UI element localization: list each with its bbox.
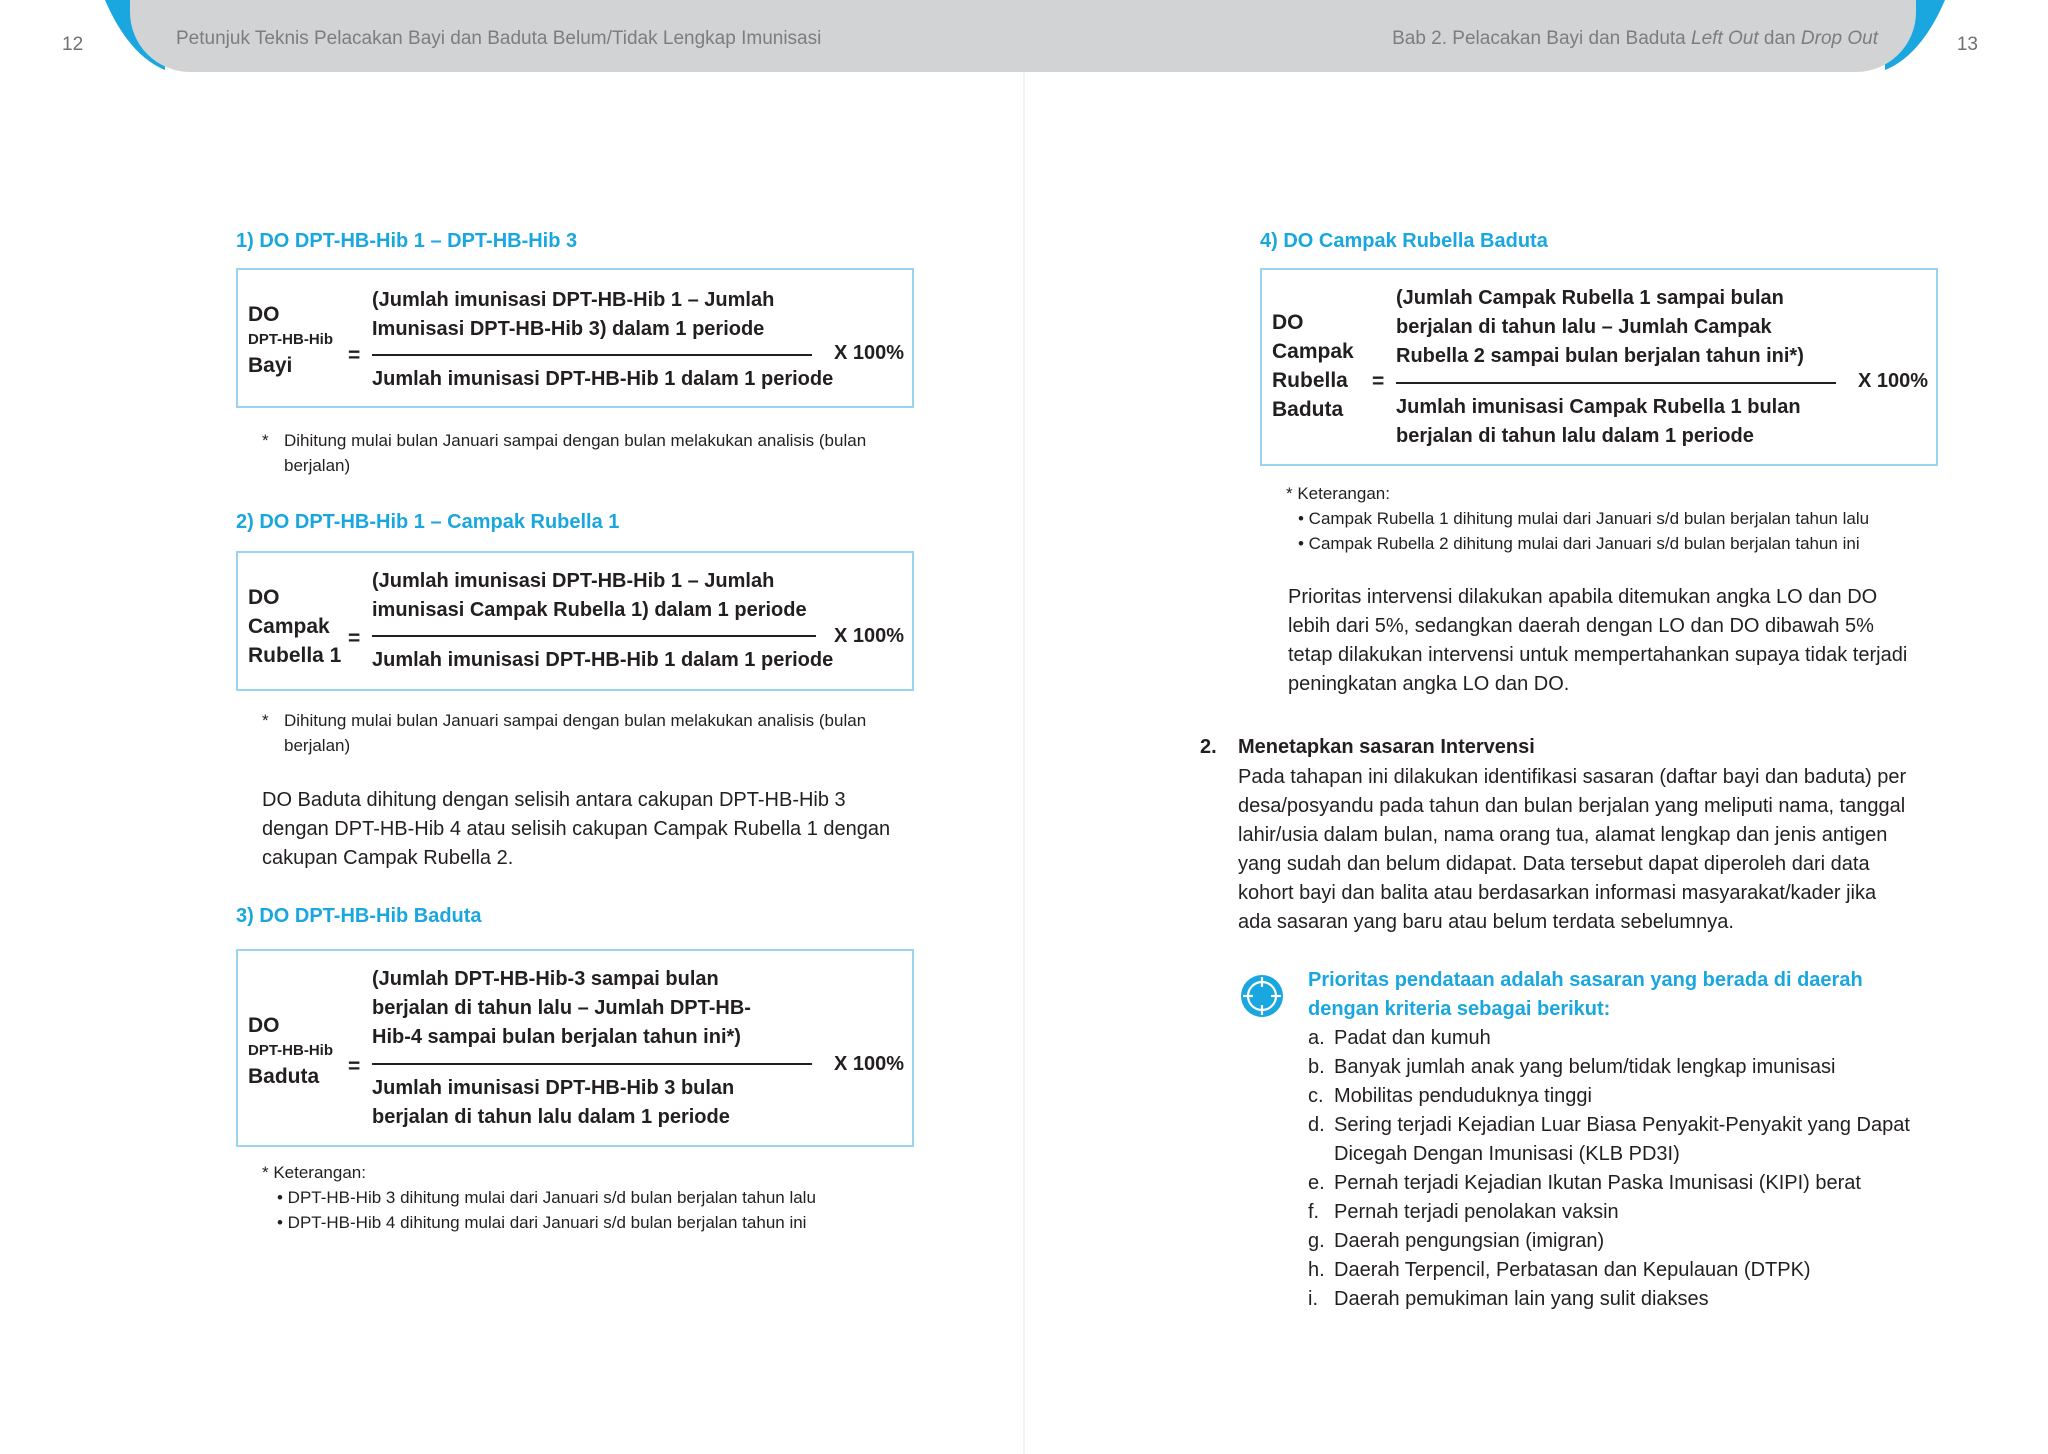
criteria-marker: f. xyxy=(1308,1201,1320,1223)
formula-denominator: Jumlah imunisasi DPT-HB-Hib 1 dalam 1 periode xyxy=(372,649,834,671)
formula-box-do-3 xyxy=(236,949,914,1147)
section-title-do-1: 1) DO DPT-HB-Hib 1 – DPT-HB-Hib 3 xyxy=(236,230,578,252)
book-spine xyxy=(1023,0,1025,1454)
criteria-marker: g. xyxy=(1308,1230,1325,1252)
criteria-text: Pernah terjadi penolakan vaksin xyxy=(1334,1201,1619,1223)
criteria-text: Banyak jumlah anak yang belum/tidak lengkap imunisasi xyxy=(1334,1056,1836,1078)
equals-sign: = xyxy=(1372,370,1385,393)
paragraph-prioritas-intervensi: Prioritas intervensi dilakukan apabila ditemukan angka LO dan DO lebih dari 5%, sedangkan daerah dengan LO dan DO dibawah 5% tetap dilakukan intervensi untuk mempertahankan supaya tidak terjadi peningkatan angka LO dan DO. xyxy=(1288,586,1908,695)
footnote-do-2: * Dihitung mulai bulan Januari sampai dengan bulan melakukan analisis (bulan berjalan) xyxy=(262,711,867,755)
criteria-text: Dicegah Dengan Imunisasi (KLB PD3I) xyxy=(1334,1143,1680,1165)
formula-numerator: (Jumlah DPT-HB-Hib-3 sampai bulan berjalan di tahun lalu – Jumlah DPT-HB- Hib-4 sampai bulan berjalan tahun ini*) xyxy=(372,968,751,1048)
fraction-line xyxy=(372,635,816,637)
criteria-text: Daerah Terpencil, Perbatasan dan Kepulauan (DTPK) xyxy=(1334,1259,1811,1281)
priority-criteria-title: Prioritas pendataan adalah sasaran yang berada di daerah dengan kriteria sebagai berikut: xyxy=(1308,969,1863,1020)
percent-multiplier: X 100% xyxy=(1858,370,1929,392)
criteria-marker: c. xyxy=(1308,1085,1324,1107)
criteria-marker: a. xyxy=(1308,1027,1325,1049)
keterangan-do-4: * Keterangan: • Campak Rubella 1 dihitung mulai dari Januari s/d bulan berjalan tahun lalu • Campak Rubella 2 dihitung mulai dari Januari s/d bulan berjalan tahun ini xyxy=(1286,484,1870,553)
footnote-do-1: * Dihitung mulai bulan Januari sampai dengan bulan melakukan analisis (bulan berjalan) xyxy=(262,431,867,475)
formula-label: DO Campak Rubella Baduta xyxy=(1272,311,1354,421)
paragraph-do-baduta: DO Baduta dihitung dengan selisih antara cakupan DPT-HB-Hib 3 dengan DPT-HB-Hib 4 atau selisih cakupan Campak Rubella 1 dengan cakupan Campak Rubella 2. xyxy=(262,789,891,869)
page-number-left: 12 xyxy=(62,34,84,55)
section-title-do-4: 4) DO Campak Rubella Baduta xyxy=(1260,230,1548,252)
formula-denominator: Jumlah imunisasi Campak Rubella 1 bulan berjalan di tahun lalu dalam 1 periode xyxy=(1396,396,1801,447)
formula-numerator: (Jumlah Campak Rubella 1 sampai bulan berjalan di tahun lalu – Jumlah Campak Rubella 2 sampai bulan berjalan tahun ini*) xyxy=(1396,287,1804,367)
formula-label: DO DPT-HB-Hib Baduta xyxy=(248,1014,333,1088)
formula-denominator: Jumlah imunisasi DPT-HB-Hib 1 dalam 1 periode xyxy=(372,368,834,390)
criteria-item xyxy=(1308,1169,1938,1198)
fraction-line xyxy=(372,354,812,356)
criteria-item xyxy=(1308,1082,1938,1111)
criteria-text: Daerah pemukiman lain yang sulit diakses xyxy=(1334,1288,1709,1310)
page-number-right: 13 xyxy=(1956,34,1978,55)
criteria-item xyxy=(1308,1256,1938,1285)
formula-numerator: (Jumlah imunisasi DPT-HB-Hib 1 – Jumlah imunisasi Campak Rubella 1) dalam 1 periode xyxy=(372,570,807,621)
equals-sign: = xyxy=(348,627,361,650)
percent-multiplier: X 100% xyxy=(834,1053,905,1075)
formula-label: DO Campak Rubella 1 xyxy=(248,586,342,667)
criteria-marker: d. xyxy=(1308,1114,1325,1136)
percent-multiplier: X 100% xyxy=(834,342,905,364)
fraction-line xyxy=(372,1063,812,1065)
section-number-2: 2. xyxy=(1200,736,1217,758)
criteria-marker: i. xyxy=(1308,1288,1318,1310)
formula-box-do-4 xyxy=(1260,268,1938,466)
formula-numerator: (Jumlah imunisasi DPT-HB-Hib 1 – Jumlah Imunisasi DPT-HB-Hib 3) dalam 1 periode xyxy=(372,289,775,340)
section-title-do-2: 2) DO DPT-HB-Hib 1 – Campak Rubella 1 xyxy=(236,511,620,533)
section-heading-menetapkan: Menetapkan sasaran Intervensi xyxy=(1238,736,1535,758)
priority-criteria-list xyxy=(1308,1024,1938,1314)
formula-label: DO DPT-HB-Hib Bayi xyxy=(248,303,333,377)
criteria-text: Mobilitas penduduknya tinggi xyxy=(1334,1085,1592,1107)
section-title-do-3: 3) DO DPT-HB-Hib Baduta xyxy=(236,905,482,927)
criteria-item xyxy=(1308,1024,1938,1053)
criteria-item xyxy=(1308,1285,1938,1314)
criteria-item xyxy=(1308,1111,1938,1140)
criteria-item xyxy=(1308,1227,1938,1256)
running-header-left: Petunjuk Teknis Pelacakan Bayi dan Baduta Belum/Tidak Lengkap Imunisasi xyxy=(176,28,822,49)
paragraph-identifikasi-sasaran: Pada tahapan ini dilakukan identifikasi sasaran (daftar bayi dan baduta) per desa/posyandu pada tahun dan bulan berjalan yang meliputi nama, tanggal lahir/usia dalam bulan, nama orang tua, alamat lengkap dan jenis antigen yang sudah dan belum didapat. Data tersebut dapat diperoleh dari data kohort bayi dan balita atau berdasarkan informasi masyarakat/kader jika ada sasaran yang baru atau belum terdata sebelumnya. xyxy=(1238,766,1907,933)
running-header-right: Bab 2. Pelacakan Bayi dan Baduta Left Out dan Drop Out xyxy=(1392,28,1878,49)
target-icon xyxy=(1240,974,1284,1018)
criteria-marker: b. xyxy=(1308,1056,1325,1078)
formula-denominator: Jumlah imunisasi DPT-HB-Hib 3 bulan berjalan di tahun lalu dalam 1 periode xyxy=(372,1077,735,1128)
criteria-text: Daerah pengungsian (imigran) xyxy=(1334,1230,1605,1252)
equals-sign: = xyxy=(348,344,361,367)
equals-sign: = xyxy=(348,1055,361,1078)
keterangan-do-3: * Keterangan: • DPT-HB-Hib 3 dihitung mulai dari Januari s/d bulan berjalan tahun lalu • DPT-HB-Hib 4 dihitung mulai dari Januari s/d bulan berjalan tahun ini xyxy=(262,1163,816,1232)
criteria-text: Padat dan kumuh xyxy=(1334,1027,1491,1049)
criteria-text: Sering terjadi Kejadian Luar Biasa Penyakit-Penyakit yang Dapat xyxy=(1334,1114,1910,1136)
criteria-marker: h. xyxy=(1308,1259,1325,1281)
criteria-marker: e. xyxy=(1308,1172,1325,1194)
criteria-item xyxy=(1308,1053,1938,1082)
formula-box-do-2 xyxy=(236,551,914,691)
criteria-text: Pernah terjadi Kejadian Ikutan Paska Imunisasi (KIPI) berat xyxy=(1334,1172,1861,1194)
formula-box-do-1 xyxy=(236,268,914,408)
criteria-item xyxy=(1308,1140,1938,1169)
fraction-line xyxy=(1396,382,1836,384)
percent-multiplier: X 100% xyxy=(834,625,905,647)
criteria-item xyxy=(1308,1198,1938,1227)
